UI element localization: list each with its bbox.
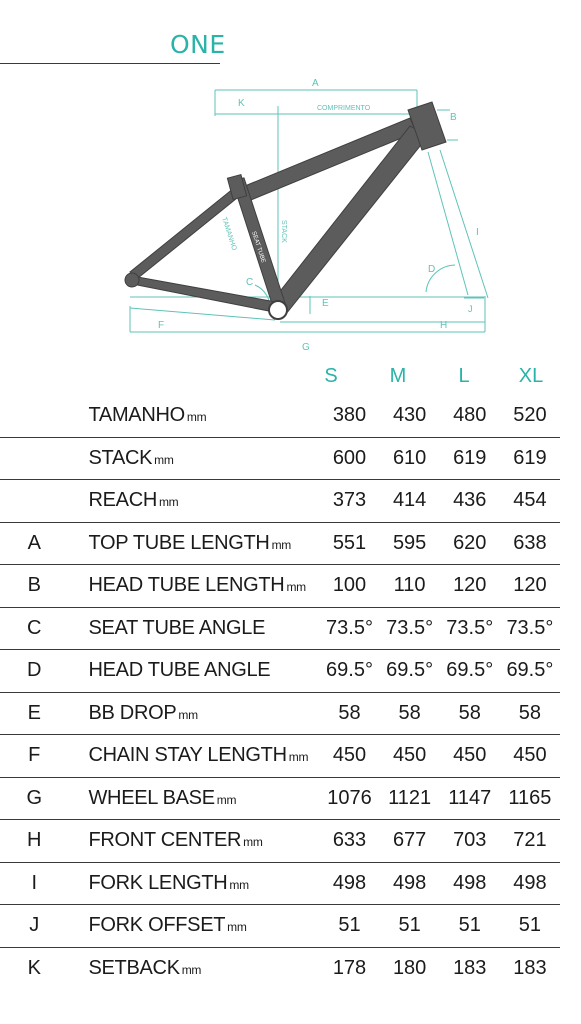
row-label-text: TAMANHO bbox=[88, 404, 185, 427]
row-value-l: 73.5° bbox=[440, 607, 500, 650]
label-c: C bbox=[246, 277, 254, 288]
row-letter: K bbox=[0, 947, 50, 989]
label-e: E bbox=[322, 298, 329, 309]
row-value-m: 414 bbox=[380, 480, 440, 523]
dim-line-f bbox=[130, 308, 275, 320]
row-value-xl: 721 bbox=[500, 820, 560, 863]
row-label-text: SEAT TUBE ANGLE bbox=[88, 616, 266, 639]
size-m: M bbox=[389, 365, 407, 387]
label-j: J bbox=[468, 304, 473, 314]
row-value-l: 58 bbox=[440, 692, 500, 735]
row-value-m: 73.5° bbox=[380, 607, 440, 650]
label-comprimento: COMPRIMENTO bbox=[317, 105, 371, 112]
row-label-text: FORK LENGTH bbox=[88, 871, 228, 894]
row-value-xl: 183 bbox=[500, 947, 560, 989]
row-label-text: STACK bbox=[88, 446, 153, 469]
row-label bbox=[50, 905, 319, 948]
row-value-s: 178 bbox=[319, 947, 379, 989]
row-value-xl: 73.5° bbox=[500, 607, 560, 650]
row-letter bbox=[0, 395, 50, 437]
table-row bbox=[0, 395, 560, 437]
row-label bbox=[50, 735, 319, 778]
row-value-l: 620 bbox=[440, 522, 500, 565]
row-value-xl: 498 bbox=[500, 862, 560, 905]
row-label bbox=[50, 692, 319, 735]
row-value-xl: 638 bbox=[500, 522, 560, 565]
row-value-m: 51 bbox=[380, 905, 440, 948]
row-label-text: WHEEL BASE bbox=[88, 786, 215, 809]
row-value-xl: 619 bbox=[500, 437, 560, 480]
dim-line-i bbox=[440, 150, 488, 298]
row-label bbox=[50, 607, 319, 650]
size-s: S bbox=[324, 365, 338, 387]
row-value-s: 73.5° bbox=[319, 607, 379, 650]
geometry-table bbox=[0, 395, 560, 989]
row-value-s: 1076 bbox=[319, 777, 379, 820]
row-label-text: HEAD TUBE LENGTH bbox=[88, 574, 285, 597]
table-row bbox=[0, 862, 560, 905]
row-value-m: 677 bbox=[380, 820, 440, 863]
row-value-m: 180 bbox=[380, 947, 440, 989]
row-value-l: 498 bbox=[440, 862, 500, 905]
row-unit: mm bbox=[288, 750, 309, 765]
row-label-text: REACH bbox=[88, 489, 157, 512]
row-letter: B bbox=[0, 565, 50, 608]
page-title: ONE bbox=[170, 30, 226, 59]
row-value-s: 69.5° bbox=[319, 650, 379, 693]
row-letter: C bbox=[0, 607, 50, 650]
row-value-s: 58 bbox=[319, 692, 379, 735]
row-letter: I bbox=[0, 862, 50, 905]
frame-geometry-diagram bbox=[110, 70, 500, 360]
row-unit: mm bbox=[271, 537, 291, 552]
row-value-l: 120 bbox=[440, 565, 500, 608]
row-label bbox=[50, 650, 319, 693]
row-letter bbox=[0, 480, 50, 523]
table-row bbox=[0, 777, 560, 820]
row-value-m: 595 bbox=[380, 522, 440, 565]
row-value-l: 51 bbox=[440, 905, 500, 948]
row-value-s: 373 bbox=[319, 480, 379, 523]
title-underline bbox=[0, 63, 220, 64]
row-value-s: 51 bbox=[319, 905, 379, 948]
label-k: K bbox=[238, 98, 245, 109]
row-value-l: 703 bbox=[440, 820, 500, 863]
table-row bbox=[0, 480, 560, 523]
row-value-xl: 454 bbox=[500, 480, 560, 523]
row-label bbox=[50, 480, 319, 523]
row-label bbox=[50, 395, 319, 437]
table-row bbox=[0, 905, 560, 948]
row-value-xl: 58 bbox=[500, 692, 560, 735]
row-label-text: TOP TUBE LENGTH bbox=[88, 531, 270, 554]
size-header bbox=[0, 365, 581, 391]
row-value-s: 380 bbox=[332, 404, 367, 427]
row-label-text: CHAIN STAY LENGTH bbox=[88, 744, 287, 767]
row-value-l: 436 bbox=[440, 480, 500, 523]
row-value-s: 450 bbox=[319, 735, 379, 778]
row-unit: mm bbox=[186, 410, 207, 425]
table-row bbox=[0, 437, 560, 480]
row-unit: mm bbox=[286, 580, 306, 595]
row-label-text: SETBACK bbox=[88, 956, 180, 979]
label-h: H bbox=[440, 320, 448, 331]
row-value-s: 633 bbox=[319, 820, 379, 863]
row-value-m: 110 bbox=[380, 565, 440, 608]
row-letter: D bbox=[0, 650, 50, 693]
row-value-s: 551 bbox=[319, 522, 379, 565]
row-value-xl: 51 bbox=[500, 905, 560, 948]
row-value-xl: 450 bbox=[500, 735, 560, 778]
row-letter: H bbox=[0, 820, 50, 863]
table-row bbox=[0, 735, 560, 778]
label-d: D bbox=[428, 264, 436, 275]
size-l: L bbox=[458, 365, 470, 387]
row-value-l: 1147 bbox=[440, 777, 500, 820]
label-b: B bbox=[450, 112, 457, 123]
label-stack: STACK bbox=[280, 220, 287, 243]
row-label bbox=[50, 777, 319, 820]
row-unit: mm bbox=[229, 877, 249, 892]
row-letter: F bbox=[0, 735, 50, 778]
row-value-m: 450 bbox=[380, 735, 440, 778]
table-row bbox=[0, 522, 560, 565]
row-label-text: FORK OFFSET bbox=[88, 914, 226, 937]
row-value-m: 69.5° bbox=[380, 650, 440, 693]
table-row bbox=[0, 820, 560, 863]
row-unit: mm bbox=[243, 835, 263, 850]
table-row bbox=[0, 565, 560, 608]
row-unit: mm bbox=[158, 495, 179, 510]
row-value-s: 498 bbox=[319, 862, 379, 905]
row-letter bbox=[0, 437, 50, 480]
table-row bbox=[0, 650, 560, 693]
row-unit: mm bbox=[216, 792, 237, 807]
row-unit: mm bbox=[178, 707, 198, 722]
row-label-text: HEAD TUBE ANGLE bbox=[88, 659, 271, 682]
row-value-l: 69.5° bbox=[440, 650, 500, 693]
row-letter: A bbox=[0, 522, 50, 565]
row-unit: mm bbox=[154, 452, 174, 467]
row-label bbox=[50, 862, 319, 905]
row-letter: E bbox=[0, 692, 50, 735]
row-value-m: 610 bbox=[380, 437, 440, 480]
row-value-xl: 120 bbox=[500, 565, 560, 608]
bottom-bracket bbox=[269, 301, 287, 319]
row-value-s: 100 bbox=[319, 565, 379, 608]
row-label bbox=[50, 947, 319, 989]
row-value-l: 183 bbox=[440, 947, 500, 989]
label-a: A bbox=[312, 78, 319, 89]
label-g: G bbox=[302, 342, 310, 353]
row-unit: mm bbox=[181, 962, 202, 977]
row-value-xl: 69.5° bbox=[500, 650, 560, 693]
row-value-l: 450 bbox=[440, 735, 500, 778]
label-i: I bbox=[476, 227, 479, 238]
table-row bbox=[0, 692, 560, 735]
row-letter: G bbox=[0, 777, 50, 820]
row-label bbox=[50, 820, 319, 863]
row-value-m: 1121 bbox=[380, 777, 440, 820]
row-value-s: 600 bbox=[319, 437, 379, 480]
row-unit: mm bbox=[227, 920, 247, 935]
row-value-l: 619 bbox=[440, 437, 500, 480]
row-value-m: 498 bbox=[380, 862, 440, 905]
table-row bbox=[0, 607, 560, 650]
row-value-m: 430 bbox=[392, 404, 427, 427]
row-value-xl: 520 bbox=[513, 404, 547, 427]
bike-frame bbox=[125, 102, 446, 314]
row-label-text: BB DROP bbox=[88, 701, 177, 724]
label-seat-tube: SEAT TUBE bbox=[250, 230, 266, 264]
row-label-text: FRONT CENTER bbox=[88, 829, 242, 852]
row-value-m: 58 bbox=[380, 692, 440, 735]
table-row bbox=[0, 947, 560, 989]
label-f: F bbox=[158, 320, 165, 331]
row-value-l: 480 bbox=[453, 404, 487, 427]
row-label bbox=[50, 565, 319, 608]
row-value-xl: 1165 bbox=[500, 777, 560, 820]
size-xl: XL bbox=[518, 365, 544, 387]
row-label bbox=[50, 437, 319, 480]
row-letter: J bbox=[0, 905, 50, 948]
label-tamanho: TAMANHO bbox=[220, 216, 238, 252]
row-label bbox=[50, 522, 319, 565]
